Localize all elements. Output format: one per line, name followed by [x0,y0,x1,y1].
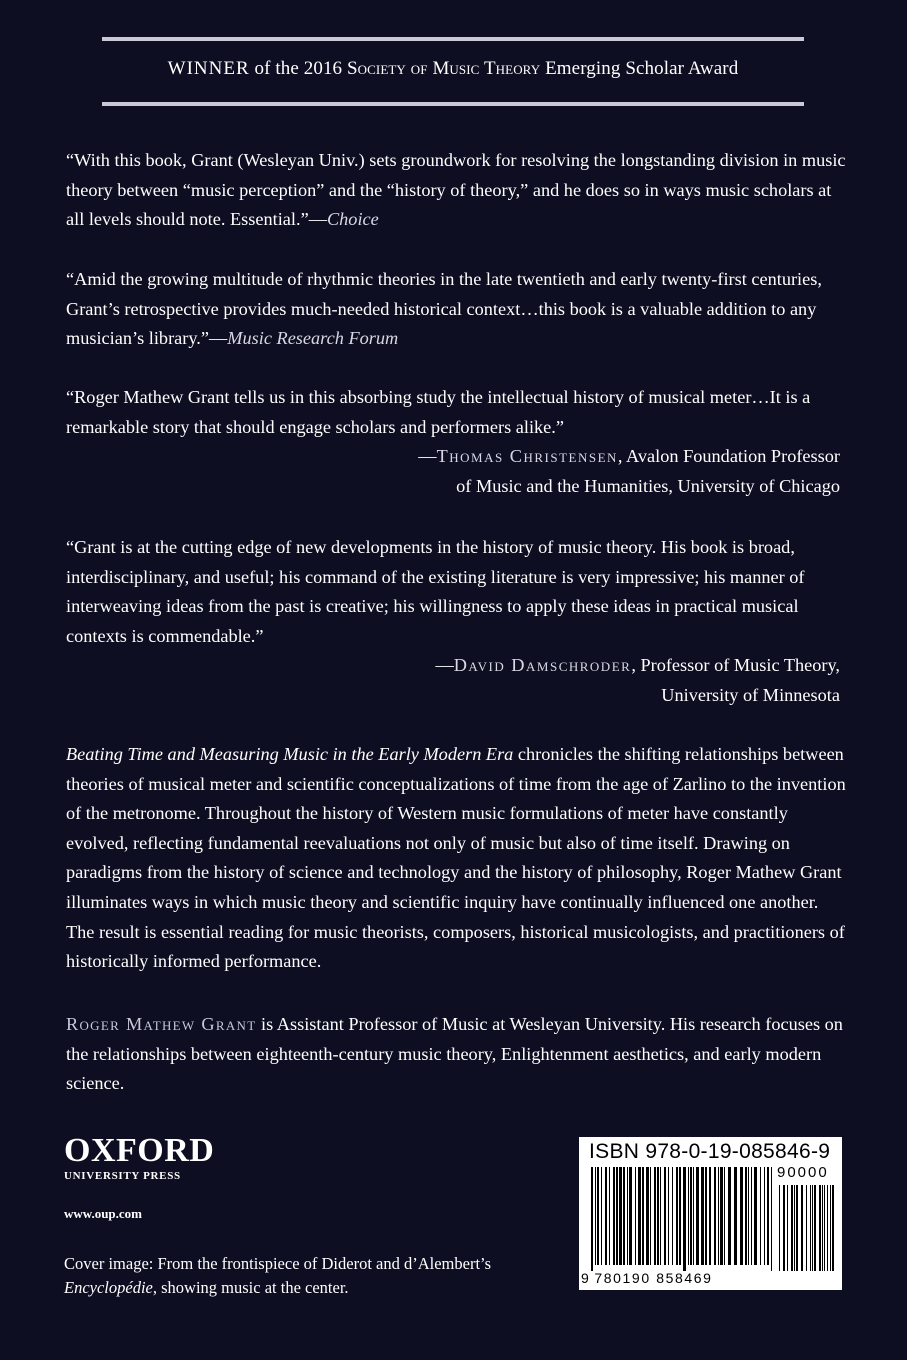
cover-image-credit [64,1252,564,1300]
barcode-bar [709,1167,711,1265]
quote-author-affiliation: University of Minnesota [661,684,840,705]
barcode-bar [832,1185,834,1271]
review-quote-forum [66,265,846,354]
barcode-group-1: 780190 [594,1270,651,1286]
quote-author: Thomas Christensen [436,446,618,467]
bottom-rule [102,102,804,106]
quote-attribution [66,651,846,681]
barcode-bar [657,1167,659,1265]
quote-dash: — [209,328,228,349]
barcode-bar [668,1167,669,1265]
barcode-bar [771,1167,772,1271]
description-text: chronicles the shifting relationships between theories of musical meter and scientific conceptualizations of time from the age of Zarlino to the invention of the metronome. Throughout the history of Western music formulations of meter have constantly evolved, reflecting fundamental reevaluations not only of music but also of time itself. Drawing on paradigms from the history of science and technology and the history of philosophy, Roger Mathew Grant illuminates ways in which music theory and scientific inquiry have continually influenced one another. The result is essential reading for music theorists, composers, historical musicologists, and practitioners of historically informed performance. [66,744,846,972]
quote-dash: — [435,655,454,676]
barcode-bar [701,1167,704,1265]
review-quote-choice [66,146,846,235]
award-of-the: of the 2016 [249,58,347,79]
barcode-group-2: 858469 [656,1270,713,1286]
barcode-bar [822,1185,823,1271]
quote-dash: — [308,209,327,230]
barcode-bar [806,1185,807,1271]
barcode-bar [679,1167,681,1265]
barcode-bar [767,1167,769,1265]
barcode-bar [791,1185,793,1271]
award-banner [102,58,804,80]
barcode-bar [676,1167,678,1265]
barcode-bar [734,1167,737,1265]
barcode-bar [664,1167,666,1265]
quote-text: “Roger Mathew Grant tells us in this absorbing study the intellectual history of musical meter…It is a remarkable story that should engage scholars and performers alike.” [66,387,811,437]
barcode-bar [650,1167,651,1265]
quote-text: “Grant is at the cutting edge of new developments in the history of music theory. His book is broad, interdisciplinary, and useful; his command of the existing literature is very impressive; his manner of interweaving ideas from the past is creative; his willingness to apply these ideas in practical musical contexts is commendable.” [66,537,805,646]
cover-note-prefix: Cover image: From the frontispiece of Diderot and d’Alembert’s [64,1254,492,1273]
barcode-bars [579,1137,842,1290]
quote-source: Choice [326,209,379,230]
barcode-bar [705,1167,707,1265]
barcode-bar [627,1167,628,1265]
barcode-bar [814,1185,816,1271]
quote-dash: — [418,446,437,467]
barcode-bar [764,1167,765,1265]
barcode-bar [824,1185,825,1271]
barcode-bar [718,1167,719,1265]
barcode-bar [724,1167,725,1265]
quote-author-affiliation: of Music and the Humanities, University of Chicago [456,475,840,496]
barcode-bar [623,1167,625,1265]
barcode-bar [660,1167,661,1265]
barcode-bar [638,1167,641,1265]
barcode-lead-digit: 9 [581,1270,591,1286]
barcode-bar [654,1167,656,1265]
barcode-bar [779,1185,780,1271]
barcode-bar [619,1167,622,1265]
barcode-bar [751,1167,752,1265]
barcode-bar [783,1185,785,1271]
barcode-bar [754,1167,757,1265]
barcode-bar [595,1167,596,1265]
top-rule [102,37,804,41]
award-rest: Emerging Scholar Award [540,58,739,79]
barcode-bar [720,1167,723,1265]
barcode-bar [672,1167,673,1265]
award-society: Society of Music Theory [347,58,541,79]
barcode-bar [591,1167,593,1271]
book-description [66,740,846,977]
barcode-bar [690,1167,692,1265]
barcode-bar [760,1167,761,1265]
barcode-bar [642,1167,644,1265]
quote-author: David Damschroder [453,655,632,676]
award-winner: WINNER [167,58,250,79]
barcode-bar [714,1167,716,1265]
barcode-bar [601,1167,602,1265]
quote-text: “With this book, Grant (Wesleyan Univ.) sets groundwork for resolving the longstanding division in music theory between “music perception” and the “history of theory,” and he does so in ways music scholars at all levels should note. Essential.” [66,150,846,230]
isbn-barcode [579,1137,842,1290]
review-quote-damschroder [66,533,846,711]
review-quote-christensen [66,383,846,501]
quote-text: “Amid the growing multitude of rhythmic theories in the late twentieth and early twenty-first centuries, Grant’s retrospective provides much-needed historical context…this book is a valuable addition to any musician’s library.” [66,269,822,349]
barcode-bar [801,1185,803,1271]
barcode-bar [787,1185,788,1271]
barcode-bar [728,1167,731,1265]
barcode-bar [646,1167,649,1265]
quote-author-title: , Professor of Music Theory, [631,655,840,676]
barcode-bar [740,1167,743,1265]
barcode-bar [683,1167,686,1271]
barcode-bar [819,1185,821,1271]
barcode-bar [830,1185,831,1271]
barcode-bar [613,1167,615,1265]
barcode-bar [693,1167,694,1265]
barcode-bar [635,1167,636,1265]
isbn-number: ISBN 978-0-19-085846-9 [589,1140,831,1163]
publisher-name: OXFORD [64,1132,215,1169]
barcode-digits [581,1270,781,1286]
publisher-website: www.oup.com [64,1206,143,1221]
barcode-bar [810,1185,811,1271]
price-addon-digits: 90000 [777,1164,829,1181]
quote-author-title: , Avalon Foundation Professor [617,446,840,467]
book-title: Beating Time and Measuring Music in the Early Modern Era [66,744,514,764]
barcode-bar [605,1167,607,1265]
author-bio [66,1010,846,1099]
barcode-bar [696,1167,699,1265]
author-name: Roger Mathew Grant [66,1014,257,1034]
barcode-bar [629,1167,632,1265]
barcode-bar [688,1167,689,1265]
quote-attribution [66,442,846,472]
barcode-bar [745,1167,747,1265]
publisher-subline: UNIVERSITY PRESS [64,1170,181,1182]
barcode-bar [609,1167,610,1265]
barcode-bar [827,1185,828,1271]
barcode-bar [616,1167,618,1265]
barcode-bar [597,1167,599,1265]
barcode-bar [812,1185,813,1271]
barcode-bar [794,1185,795,1271]
barcode-bar [796,1185,798,1271]
cover-note-work: Encyclopédie [64,1278,153,1297]
barcode-bar [748,1167,749,1265]
bio-text: is Assistant Professor of Music at Wesleyan University. His research focuses on the relationships between eighteenth-century music theory, Enlightenment aesthetics, and early modern science. [66,1014,843,1094]
quote-source: Music Research Forum [227,328,399,349]
publisher-logo [64,1134,214,1182]
cover-note-suffix: , showing music at the center. [152,1278,349,1297]
